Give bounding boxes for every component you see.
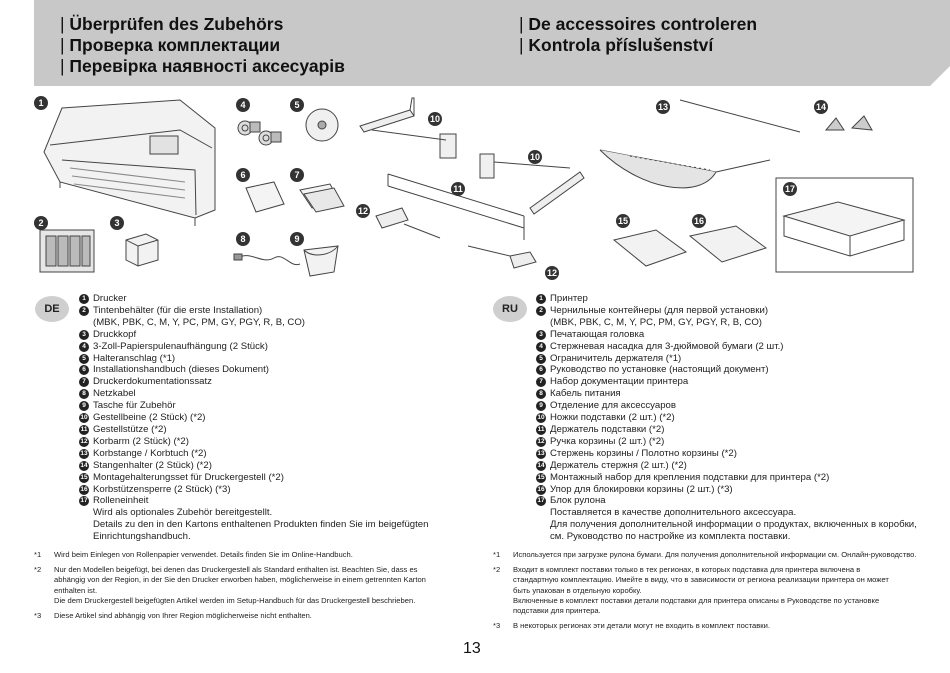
item-label: Installationshandbuch (dieses Dokument)	[93, 364, 269, 376]
fig-number-7: 7	[290, 168, 304, 182]
footnote-text: Diese Artikel sind abhängig von Ihrer Region möglicherweise nicht enthalten.	[54, 611, 312, 621]
item-label: Korbstange / Korbtuch (*2)	[93, 447, 207, 459]
item-number-badge: 2	[79, 306, 89, 316]
footnote-marker: *2	[34, 565, 42, 575]
footnote-text: Wird beim Einlegen von Rollenpapier verwendet. Details finden Sie im Online-Handbuch.	[54, 550, 353, 559]
footnote-text: Die dem Druckergestell beigefügten Artikel werden im Setup-Handbuch für das Druckergestell beschrieben.	[54, 595, 416, 605]
item-label: Druckerdokumentationssatz	[93, 376, 212, 388]
ink-tanks-drawing	[40, 230, 94, 272]
holder-stopper-drawing	[306, 109, 338, 141]
item-number-badge: 10	[537, 414, 545, 422]
footnote-text: В некоторых регионах эти детали могут не входить в комплект поставки.	[513, 621, 770, 631]
footnotes-ru	[493, 550, 923, 636]
item-label: Стержневая насадка для 3-дюймовой бумаги (2 шт.)	[550, 340, 784, 352]
list-item	[536, 472, 917, 484]
list-item	[536, 376, 917, 388]
item-number-badge: 1	[79, 294, 89, 304]
spool-attachment-drawing	[238, 121, 281, 145]
list-item	[79, 388, 428, 400]
list-item-sub: Details zu den in den Kartons enthaltenen Produkten finden Sie im beigefügten	[93, 519, 429, 531]
language-badge-ru: RU	[493, 296, 527, 322]
item-number-badge: 16	[80, 485, 88, 493]
item-label: Отделение для аксессуаров	[550, 400, 676, 412]
list-item	[536, 448, 917, 460]
header-left-titles	[60, 14, 345, 77]
item-label: Halteranschlag (*1)	[93, 352, 176, 364]
fig-number-10a: 10	[429, 114, 440, 124]
item-number-badge: 17	[537, 497, 545, 505]
header-right-titles	[519, 14, 757, 56]
list-item	[536, 412, 917, 424]
list-item	[79, 400, 428, 412]
footnote	[493, 550, 923, 560]
fig-number-12b: 12	[546, 268, 557, 278]
accessories-illustration	[0, 90, 950, 295]
fig-number-3: 3	[110, 216, 124, 230]
footnote-text: abhängig von der Region, in der Sie den Drucker erworben haben, möglicherweise in einem getrennten Karton	[54, 575, 426, 585]
item-label: Netzkabel	[93, 388, 136, 400]
fig-number-11: 11	[451, 182, 465, 196]
item-label: Держатель подставки (*2)	[550, 423, 665, 435]
list-item	[79, 305, 428, 317]
item-label: Rolleneinheit	[93, 495, 149, 507]
documentation-kit-drawing	[300, 184, 344, 212]
fig-number-8: 8	[236, 232, 250, 246]
fig-number-5: 5	[290, 98, 304, 112]
parts-list-ru	[536, 293, 917, 543]
footnote	[493, 565, 923, 616]
item-label: Druckkopf	[93, 328, 137, 340]
item-number-badge: 6	[79, 365, 89, 375]
footnote-text: Используется при загрузке рулона бумаги. Для получения дополнительной информации см. Онлайн-руководство.	[513, 550, 917, 559]
list-item	[536, 329, 917, 341]
item-number-badge: 9	[536, 401, 546, 411]
list-item-sub: Einrichtungshandbuch.	[93, 531, 191, 543]
item-number-badge: 11	[80, 425, 88, 433]
item-label: Korbarm (2 Stück) (*2)	[93, 435, 189, 447]
footnote-marker: *3	[34, 611, 42, 621]
list-item	[79, 448, 428, 460]
item-label: Принтер	[550, 293, 588, 304]
item-label: Stangenhalter (2 Stück) (*2)	[93, 459, 212, 471]
basket-arm-drawing-b	[468, 246, 536, 268]
item-number-badge: 15	[80, 473, 88, 481]
list-item-sub: Wird als optionales Zubehör bereitgestellt.	[93, 507, 273, 519]
fig-number-17: 17	[784, 184, 795, 194]
item-label: Tintenbehälter (für die erste Installation)	[93, 304, 263, 316]
footnote-text: подставки для принтера.	[513, 606, 601, 616]
item-number-badge: 7	[536, 377, 546, 387]
item-number-badge: 15	[537, 473, 545, 481]
item-number-badge: 3	[536, 330, 546, 340]
list-item	[536, 460, 917, 472]
item-number-badge: 17	[80, 497, 88, 505]
item-label: Korbstützensperre (2 Stück) (*3)	[93, 483, 231, 495]
title-ru: | Проверка комплектации	[60, 35, 345, 56]
list-item	[536, 400, 917, 412]
item-label: Tasche für Zubehör	[93, 400, 176, 412]
list-item	[536, 293, 917, 305]
item-number-badge: 13	[80, 449, 88, 457]
footnote-marker: *1	[493, 550, 501, 559]
power-cord-drawing	[234, 254, 300, 265]
fig-number-9: 9	[290, 232, 304, 246]
footnote-marker: *2	[493, 565, 501, 575]
list-item	[79, 484, 428, 496]
printer-drawing	[44, 100, 215, 226]
rod-holder-drawing	[826, 116, 872, 130]
list-item	[79, 436, 428, 448]
list-item	[536, 436, 917, 448]
list-item-sub: (MBK, PBK, C, M, Y, PC, PM, GY, PGY, R, B, CO)	[550, 316, 763, 328]
list-item	[536, 341, 917, 353]
footnote	[493, 621, 923, 631]
item-number-badge: 4	[79, 342, 89, 352]
footnotes-de	[34, 550, 464, 626]
item-label: Montagehalterungsset für Druckergestell (*2)	[93, 471, 284, 483]
list-item	[536, 353, 917, 365]
mounting-kit-drawing	[614, 230, 686, 266]
footnote-text: быть упакован в отдельную коробку.	[513, 585, 642, 595]
item-number-badge: 3	[79, 330, 89, 340]
item-number-badge: 11	[537, 425, 545, 433]
item-number-badge: 14	[537, 461, 545, 469]
list-item	[79, 353, 428, 365]
fig-number-14: 14	[815, 102, 826, 112]
item-number-badge: 9	[79, 401, 89, 411]
list-item	[536, 305, 917, 317]
footnote-text: Включенные в комплект поставки детали подставки для принтера описаны в Руководстве по установке	[513, 595, 880, 605]
item-label: Drucker	[93, 293, 127, 304]
item-label: 3-Zoll-Papierspulenaufhängung (2 Stück)	[93, 340, 268, 352]
item-label: Руководство по установке (настоящий документ)	[550, 364, 769, 376]
accessory-pouch-drawing	[304, 246, 338, 276]
list-item	[79, 412, 428, 424]
fig-number-15: 15	[617, 216, 628, 226]
list-item	[79, 364, 428, 376]
language-badge-de: DE	[35, 296, 69, 322]
title-cs: | Kontrola příslušenství	[519, 35, 757, 56]
parts-drawings	[0, 90, 950, 295]
footnote-text: Входит в комплект поставки только в тех регионах, в которых подставка для принтера включена в	[513, 565, 861, 575]
footnote-text: enthalten ist.	[54, 585, 98, 595]
fig-number-16: 16	[693, 216, 704, 226]
title-nl: | De accessoires controleren	[519, 14, 757, 35]
footnote-text: стандартную комплектацию. Имейте в виду, что в зависимости от региона реализации принтера он может	[513, 575, 889, 585]
item-label: Ножки подставки (2 шт.) (*2)	[550, 412, 675, 424]
header-band	[0, 0, 950, 86]
item-number-badge: 8	[536, 389, 546, 399]
title-uk: | Перевірка наявності аксесуарів	[60, 56, 345, 77]
item-number-badge: 14	[80, 461, 88, 469]
basket-arm-drawing-a	[376, 208, 440, 238]
list-item	[79, 293, 428, 305]
manual-drawing	[246, 182, 284, 212]
item-number-badge: 2	[536, 306, 546, 316]
page-number: 13	[463, 640, 481, 657]
list-item	[536, 388, 917, 400]
item-label: Держатель стержня (2 шт.) (*2)	[550, 459, 687, 471]
fig-number-2: 2	[34, 216, 48, 230]
footnote-text: Nur den Modellen beigefügt, bei denen das Druckergestell als Standard enthalten ist. Beachten Sie, dass es	[54, 565, 418, 575]
list-item-sub: см. Руководство по настройке из комплекта поставки.	[550, 531, 791, 543]
item-number-badge: 4	[536, 342, 546, 352]
list-item	[79, 341, 428, 353]
list-item	[79, 376, 428, 388]
item-label: Ручка корзины (2 шт.) (*2)	[550, 435, 665, 447]
fig-number-10b: 10	[529, 152, 540, 162]
list-item	[79, 424, 428, 436]
basket-rod-cloth-drawing	[600, 100, 800, 188]
item-number-badge: 6	[536, 365, 546, 375]
fig-number-1: 1	[34, 96, 48, 110]
title-de: | Überprüfen des Zubehörs	[60, 14, 345, 35]
stand-leg-drawing-a	[360, 98, 456, 158]
item-label: Gestellstütze (*2)	[93, 423, 167, 435]
item-label: Ограничитель держателя (*1)	[550, 352, 682, 364]
list-item	[79, 495, 428, 507]
footnote	[34, 611, 464, 621]
roll-unit-drawing	[776, 178, 913, 272]
list-item	[79, 460, 428, 472]
list-item	[536, 364, 917, 376]
item-label: Печатающая головка	[550, 328, 645, 340]
list-item	[536, 484, 917, 496]
basket-lock-drawing	[690, 226, 766, 262]
item-label: Блок рулона	[550, 495, 606, 507]
item-number-badge: 1	[536, 294, 546, 304]
item-number-badge: 5	[79, 354, 89, 364]
footnote-marker: *3	[493, 621, 501, 631]
fig-number-13: 13	[657, 102, 668, 112]
item-number-badge: 12	[80, 437, 88, 445]
parts-list-de	[79, 293, 428, 543]
item-label: Упор для блокировки корзины (2 шт.) (*3)	[550, 483, 733, 495]
print-head-drawing	[126, 234, 158, 266]
list-item	[536, 495, 917, 507]
item-label: Gestellbeine (2 Stück) (*2)	[93, 412, 206, 424]
fig-number-12a: 12	[357, 206, 368, 216]
item-number-badge: 13	[537, 449, 545, 457]
item-label: Монтажный набор для крепления подставки для принтера (*2)	[550, 471, 830, 483]
item-number-badge: 5	[536, 354, 546, 364]
footnote	[34, 565, 464, 606]
item-label: Чернильные контейнеры (для первой установки)	[550, 304, 769, 316]
item-label: Кабель питания	[550, 388, 621, 400]
item-label: Стержень корзины / Полотно корзины (*2)	[550, 447, 737, 459]
fig-number-6: 6	[236, 168, 250, 182]
list-item-sub: (MBK, PBK, C, M, Y, PC, PM, GY, PGY, R, B, CO)	[93, 316, 306, 328]
list-item	[79, 472, 428, 484]
item-label: Набор документации принтера	[550, 376, 689, 388]
fig-number-4: 4	[236, 98, 250, 112]
footnote-marker: *1	[34, 550, 42, 559]
list-item-sub: Для получения дополнительной информации о продуктах, включенных в коробки,	[550, 519, 917, 531]
item-number-badge: 16	[537, 485, 545, 493]
item-number-badge: 12	[537, 437, 545, 445]
list-item	[79, 329, 428, 341]
item-number-badge: 8	[79, 389, 89, 399]
item-number-badge: 7	[79, 377, 89, 387]
footnote	[34, 550, 464, 560]
list-item-sub: Поставляется в качестве дополнительного аксессуара.	[550, 507, 797, 519]
item-number-badge: 10	[80, 414, 88, 422]
list-item	[536, 424, 917, 436]
